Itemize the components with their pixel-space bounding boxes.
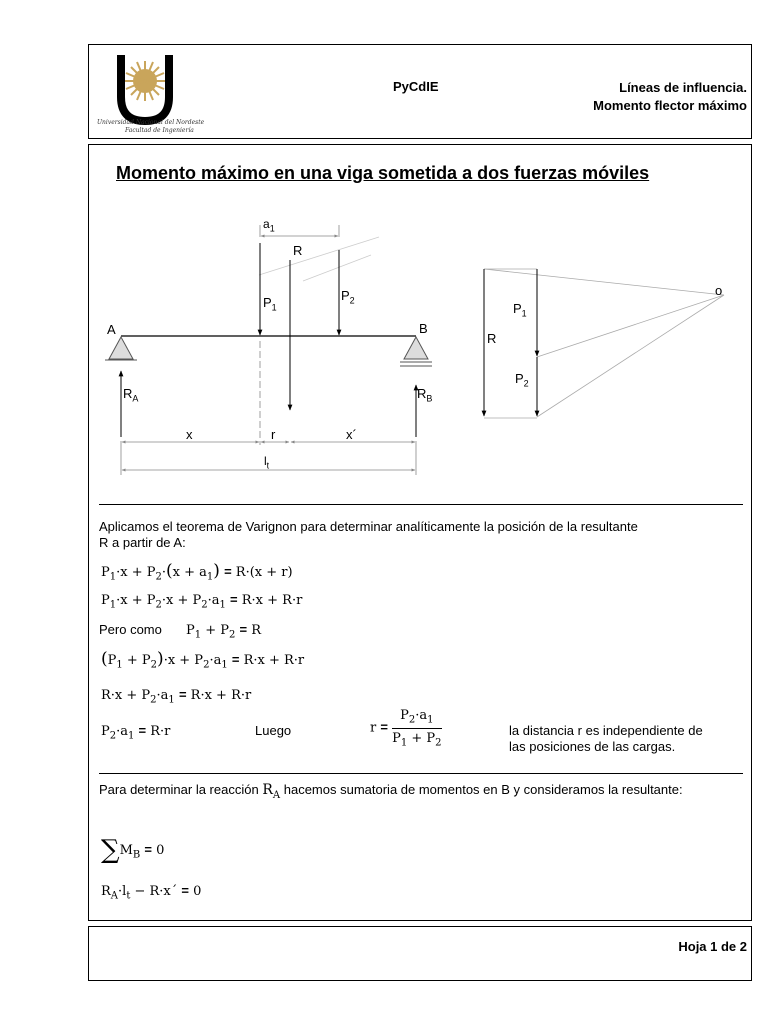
label-reaction-b: $R_B$ — [417, 386, 433, 404]
page-title: Momento máximo en una viga sometida a dos fuerzas móviles — [116, 163, 650, 183]
label-r: r — [271, 427, 276, 442]
reaction-paragraph: Para determinar la reacción $R_A$ hacemos sumatoria de momentos en B y consideramos la resultante: — [99, 782, 683, 801]
institution-name: Universidad Nacional del Nordeste Facultad de Ingeniería — [97, 119, 205, 134]
equation-4: $(P_1 + P_2)\cdot x + P_2\cdot a_1 = R\cdot x + R\cdot r$ — [101, 649, 305, 671]
header — [88, 44, 752, 139]
label-support-b: B — [419, 321, 428, 336]
course-code: PyCdIE — [393, 79, 439, 94]
equation-5: $R\cdot x + P_2\cdot a_1 = R\cdot x + R\cdot r$ — [101, 687, 252, 706]
label-poly-p1: $P_1$ — [513, 301, 527, 319]
divider — [99, 504, 743, 505]
header-title: Líneas de influencia. Momento flector máximo — [593, 80, 747, 113]
equation-2: $P_1\cdot x + P_2\cdot x + P_2\cdot a_1 = R\cdot x + R\cdot r$ — [101, 592, 303, 611]
footer — [88, 926, 752, 981]
label-pole-o: o — [715, 283, 723, 298]
equation-3: $P_1 + P_2 = R$ — [186, 622, 262, 641]
label-a1: $a_1$ — [263, 217, 275, 234]
label-p1: $P_1$ — [263, 295, 277, 313]
independence-note: la distancia r es independiente de las posiciones de las cargas. — [509, 723, 703, 754]
luego-label: Luego — [255, 723, 292, 738]
varignon-paragraph: Aplicamos el teorema de Varignon para determinar analíticamente la posición de la resultante R a partir de A: — [99, 519, 638, 550]
label-poly-r: R — [487, 331, 497, 346]
equation-1: $P_1\cdot x + P_2\cdot(x + a_1) = R\cdot(x + r)$ — [101, 561, 293, 583]
label-x-prime: x´ — [346, 427, 357, 442]
equation-moment-b: $R_A\cdot l_t$ − R·x´ = 0 — [101, 883, 202, 902]
label-reaction-a: $R_A$ — [123, 386, 139, 404]
label-resultant: R — [293, 243, 303, 258]
label-x: x — [186, 427, 193, 442]
equation-sum-mb: $\sum M_B = 0$ — [101, 835, 165, 865]
page-number: Hoja 1 de 2 — [678, 939, 747, 954]
main-content — [88, 144, 752, 921]
label-support-a: A — [107, 322, 116, 337]
divider — [99, 773, 743, 774]
equation-6: $P_2\cdot a_1 = R\cdot r$ — [101, 723, 171, 742]
pero-como-label: Pero como — [99, 622, 162, 637]
label-lt: $l_t$ — [264, 454, 270, 471]
equation-r: r = $\frac{P_2\cdot a_1}{P_1 + P_2}$ — [370, 708, 442, 749]
label-poly-p2: $P_2$ — [515, 371, 529, 389]
label-p2: $P_2$ — [341, 288, 355, 306]
